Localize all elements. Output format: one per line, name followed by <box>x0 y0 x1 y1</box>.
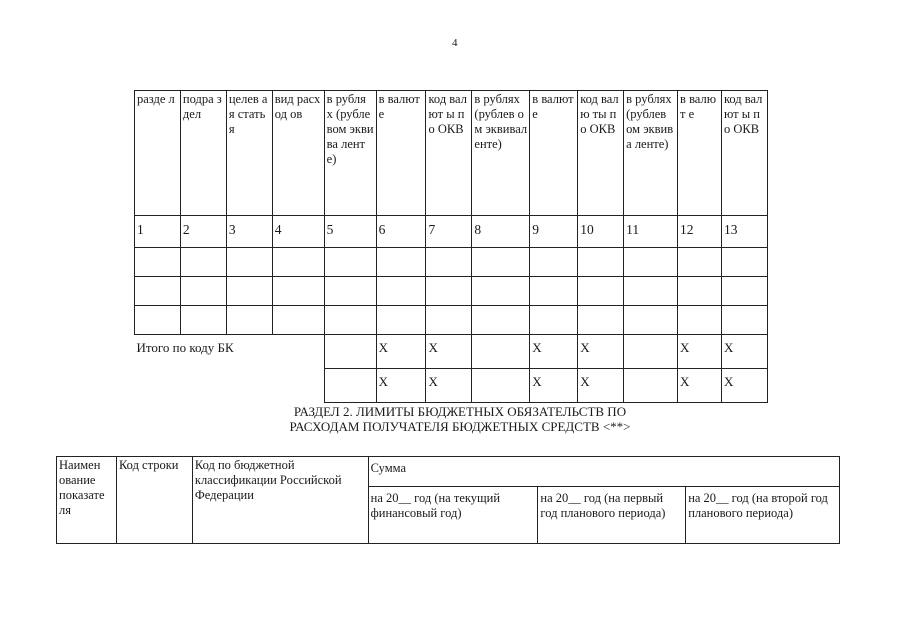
column-number: 11 <box>624 216 678 248</box>
total-cell: Х <box>678 369 722 403</box>
total-cell <box>472 335 530 369</box>
total-cell: Х <box>721 335 767 369</box>
indicator-name-header: Наимен ование показате ля <box>57 457 117 544</box>
header-cell: код валю ты по ОКВ <box>578 91 624 216</box>
total-row <box>135 369 768 403</box>
page-number: 4 <box>452 37 458 49</box>
section-title-line: РАЗДЕЛ 2. ЛИМИТЫ БЮДЖЕТНЫХ ОБЯЗАТЕЛЬСТВ ПО <box>293 404 627 419</box>
header-cell: в валют е <box>678 91 722 216</box>
limits-table <box>56 456 840 544</box>
header-row <box>135 91 768 216</box>
total-cell: Х <box>530 335 578 369</box>
header-cell: подра здел <box>180 91 226 216</box>
column-number: 7 <box>426 216 472 248</box>
total-cell: Х <box>530 369 578 403</box>
column-number: 8 <box>472 216 530 248</box>
total-cell: Х <box>376 369 426 403</box>
header-cell: в рубля х (рубле вом эквива ленте) <box>324 91 376 216</box>
column-number: 3 <box>226 216 272 248</box>
budget-classification-header: Код по бюджетной классификации Российской Федерации <box>192 457 368 544</box>
total-cell: Х <box>578 369 624 403</box>
section-title-line: РАСХОДАМ ПОЛУЧАТЕЛЯ БЮДЖЕТНЫХ СРЕДСТВ <**> <box>289 419 631 434</box>
column-number: 5 <box>324 216 376 248</box>
row-code-header: Код строки <box>116 457 192 544</box>
empty-row <box>135 277 768 306</box>
total-cell <box>624 369 678 403</box>
column-number: 9 <box>530 216 578 248</box>
empty-row <box>135 306 768 335</box>
column-number: 10 <box>578 216 624 248</box>
second-plan-year-header: на 20__ год (на второй год планового периода) <box>686 487 840 544</box>
total-cell <box>624 335 678 369</box>
budget-table <box>134 90 768 403</box>
total-cell: Х <box>721 369 767 403</box>
current-year-header: на 20__ год (на текущий финансовый год) <box>368 487 538 544</box>
column-number-row <box>135 216 768 248</box>
total-cell <box>324 335 376 369</box>
header-cell: в рублях (рублев ом эквивал енте) <box>472 91 530 216</box>
header-cell: вид расход ов <box>272 91 324 216</box>
header-cell: целев ая статья <box>226 91 272 216</box>
total-cell: Х <box>376 335 426 369</box>
empty-row <box>135 248 768 277</box>
column-number: 13 <box>721 216 767 248</box>
header-cell: код валют ы по ОКВ <box>721 91 767 216</box>
total-cell: Х <box>678 335 722 369</box>
sum-header: Сумма <box>368 457 839 487</box>
column-number: 12 <box>678 216 722 248</box>
total-row <box>135 335 768 369</box>
total-cell: Х <box>426 369 472 403</box>
column-number: 1 <box>135 216 181 248</box>
section-2-title <box>200 404 720 434</box>
total-cell <box>472 369 530 403</box>
header-cell: в рублях (рублев ом эквива ленте) <box>624 91 678 216</box>
total-cell <box>324 369 376 403</box>
header-cell: разде л <box>135 91 181 216</box>
header-cell: в валюте <box>530 91 578 216</box>
header-cell: код валют ы по ОКВ <box>426 91 472 216</box>
first-plan-year-header: на 20__ год (на первый год планового периода) <box>538 487 686 544</box>
column-number: 6 <box>376 216 426 248</box>
total-cell: Х <box>426 335 472 369</box>
total-label: Итого по коду БК <box>136 340 234 355</box>
column-number: 4 <box>272 216 324 248</box>
column-number: 2 <box>180 216 226 248</box>
total-cell: Х <box>578 335 624 369</box>
header-cell: в валюте <box>376 91 426 216</box>
